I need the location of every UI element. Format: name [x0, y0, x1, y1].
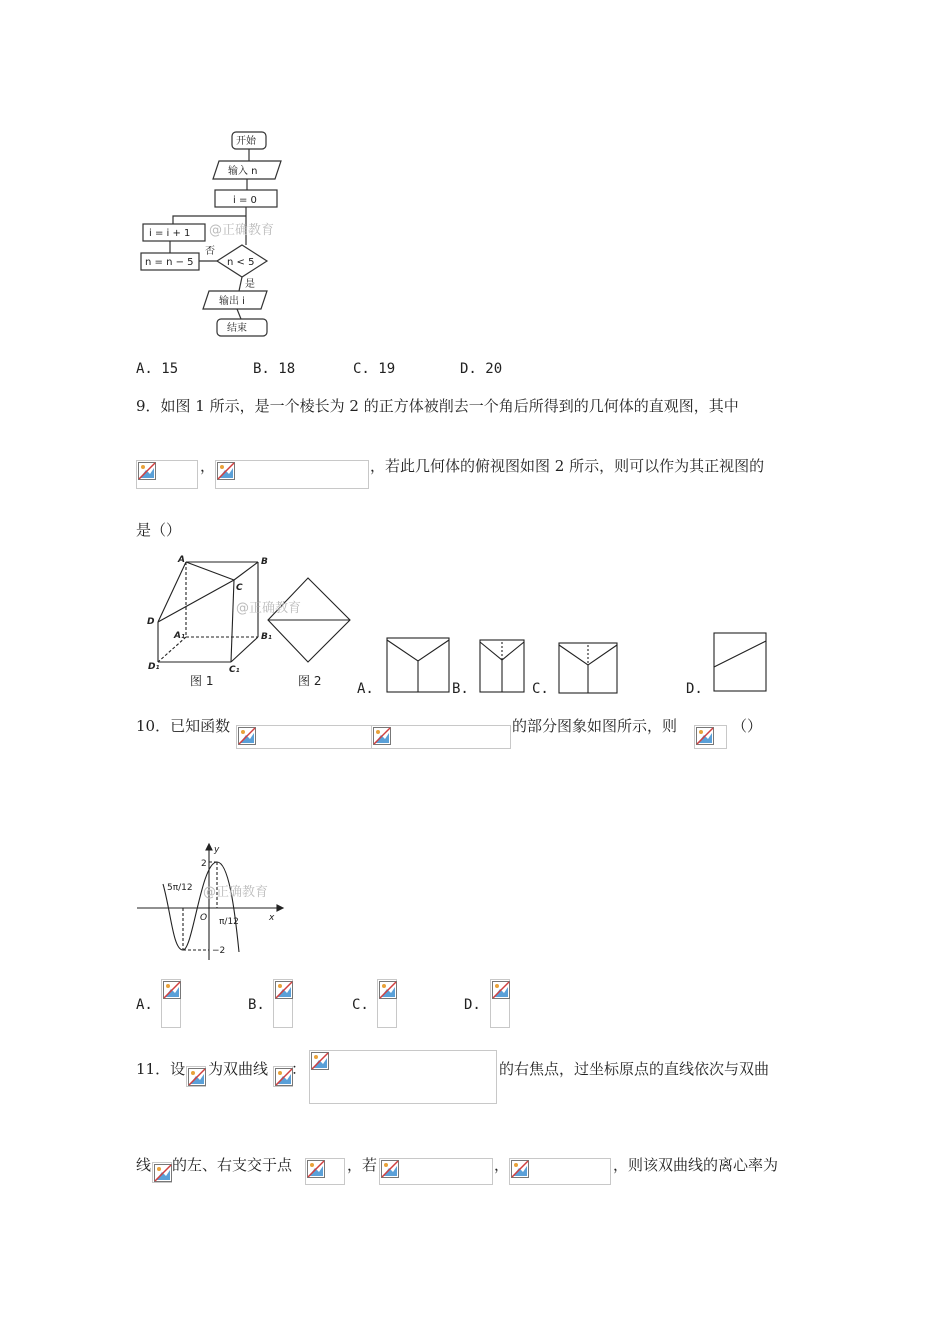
q9-comma: ， [200, 457, 216, 475]
flow-input-text: 输入 n [228, 166, 258, 177]
q10-option-c-image [377, 979, 397, 1028]
q11-line2-c: ，若 [347, 1156, 378, 1174]
q11-formula-image-c [273, 1066, 293, 1087]
q9-option-b-label: B. [452, 681, 469, 697]
q9-formula-image-2 [215, 460, 369, 489]
broken-image-icon [379, 981, 397, 999]
q10-suffix: （） [732, 717, 763, 735]
q9-line3: 是（） [136, 521, 182, 539]
flow-yes-text: 是 [245, 279, 255, 290]
vertex-c: C [236, 583, 243, 593]
q10-option-a-image [161, 979, 181, 1028]
q10-formula-image-1 [236, 725, 372, 749]
vertex-c1: C₁ [229, 665, 240, 675]
origin-label: O [200, 913, 208, 923]
q11-prefix: 11．设 [136, 1060, 186, 1078]
fig2-label: 图 2 [298, 674, 322, 688]
q9-option-c-label: C. [532, 681, 549, 697]
broken-image-icon [311, 1052, 329, 1070]
flow-cond-text: n < 5 [227, 257, 255, 268]
flow-inc-text: i = i + 1 [149, 228, 191, 239]
q10-option-b-image [273, 979, 293, 1028]
flow-dec-text: n = n − 5 [145, 257, 194, 268]
broken-image-icon [307, 1160, 325, 1178]
y-axis-label: y [214, 845, 220, 855]
q10-middle: 的部分图象如图所示，则 [512, 717, 678, 735]
vertex-a: A [178, 555, 185, 565]
q10-function-graph [135, 842, 285, 964]
broken-image-icon [154, 1164, 172, 1182]
flow-end-text: 结束 [227, 323, 247, 334]
q9-option-a-view [385, 636, 451, 694]
q8-option-b: B. 18 [253, 361, 296, 377]
fig1-label: 图 1 [190, 674, 214, 688]
q8-option-d: D. 20 [460, 361, 503, 377]
flow-start-text: 开始 [236, 136, 256, 147]
vertex-a1: A₁ [174, 631, 185, 641]
broken-image-icon [373, 727, 391, 745]
watermark-text: @正确教育 [236, 601, 302, 616]
vertex-d: D [147, 617, 155, 627]
q9-option-d-view [712, 631, 768, 693]
broken-image-icon [696, 727, 714, 745]
q11-formula-image-points [305, 1158, 345, 1185]
watermark-text: @正确教育 [209, 223, 275, 238]
q10-option-d-image [490, 979, 510, 1028]
broken-image-icon [238, 727, 256, 745]
q10-option-b-label: B. [248, 997, 265, 1013]
q11-colon: ： [291, 1060, 307, 1078]
q11-line2-b: 的左、右支交于点 [172, 1156, 293, 1174]
q8-option-c: C. 19 [353, 361, 396, 377]
flow-output-text: 输出 i [219, 296, 245, 307]
q11-line2-a: 线 [136, 1156, 152, 1174]
q11-line2-e: ，则该双曲线的离心率为 [613, 1156, 779, 1174]
q10-option-d-label: D. [464, 997, 481, 1013]
flowchart-figure [135, 128, 285, 346]
y-min-label: −2 [212, 946, 226, 956]
broken-image-icon [492, 981, 510, 999]
q11-formula-image-equation [309, 1050, 497, 1104]
q10-formula-image-3 [694, 725, 727, 749]
q9-option-c-view [557, 641, 619, 695]
q9-line1: 9．如图 1 所示，是一个棱长为 2 的正方体被削去一个角后所得到的几何体的直观图，其中 [136, 397, 739, 415]
q10-option-a-label: A. [136, 997, 153, 1013]
broken-image-icon [217, 462, 235, 480]
broken-image-icon [188, 1068, 206, 1086]
broken-image-icon [381, 1160, 399, 1178]
broken-image-icon [163, 981, 181, 999]
q11-part3: 的右焦点，过坐标原点的直线依次与双曲 [499, 1060, 770, 1078]
q11-formula-image-c2 [152, 1162, 172, 1183]
watermark-text: @正确教育 [203, 885, 269, 900]
vertex-d1: D₁ [148, 662, 160, 672]
q11-formula-image-f [186, 1066, 206, 1087]
pos-tick-label: π/12 [219, 917, 239, 927]
flow-no-text: 否 [205, 246, 215, 257]
vertex-b: B [261, 557, 268, 567]
q11-line2-d: ， [494, 1156, 510, 1174]
q11-formula-image-cond2 [509, 1158, 611, 1185]
broken-image-icon [511, 1160, 529, 1178]
q11-formula-image-cond1 [379, 1158, 493, 1185]
q9-option-d-label: D. [686, 681, 703, 697]
q10-prefix: 10．已知函数 [136, 717, 231, 735]
x-axis-label: x [269, 913, 275, 923]
flow-init-text: i = 0 [233, 195, 257, 206]
broken-image-icon [275, 981, 293, 999]
q8-option-a: A. 15 [136, 361, 179, 377]
broken-image-icon [138, 462, 156, 480]
q9-option-a-label: A. [357, 681, 374, 697]
q9-line2-rest: ，若此几何体的俯视图如图 2 所示，则可以作为其正视图的 [370, 457, 765, 475]
q10-formula-image-2 [371, 725, 511, 749]
q10-option-c-label: C. [352, 997, 369, 1013]
neg-tick-label: 5π/12 [167, 883, 193, 893]
vertex-b1: B₁ [261, 632, 272, 642]
q9-option-b-view [478, 638, 526, 694]
q9-figures [136, 552, 356, 697]
q9-formula-image-1 [136, 460, 198, 489]
q11-part2: 为双曲线 [208, 1060, 269, 1078]
y-max-label: 2 [201, 859, 207, 869]
